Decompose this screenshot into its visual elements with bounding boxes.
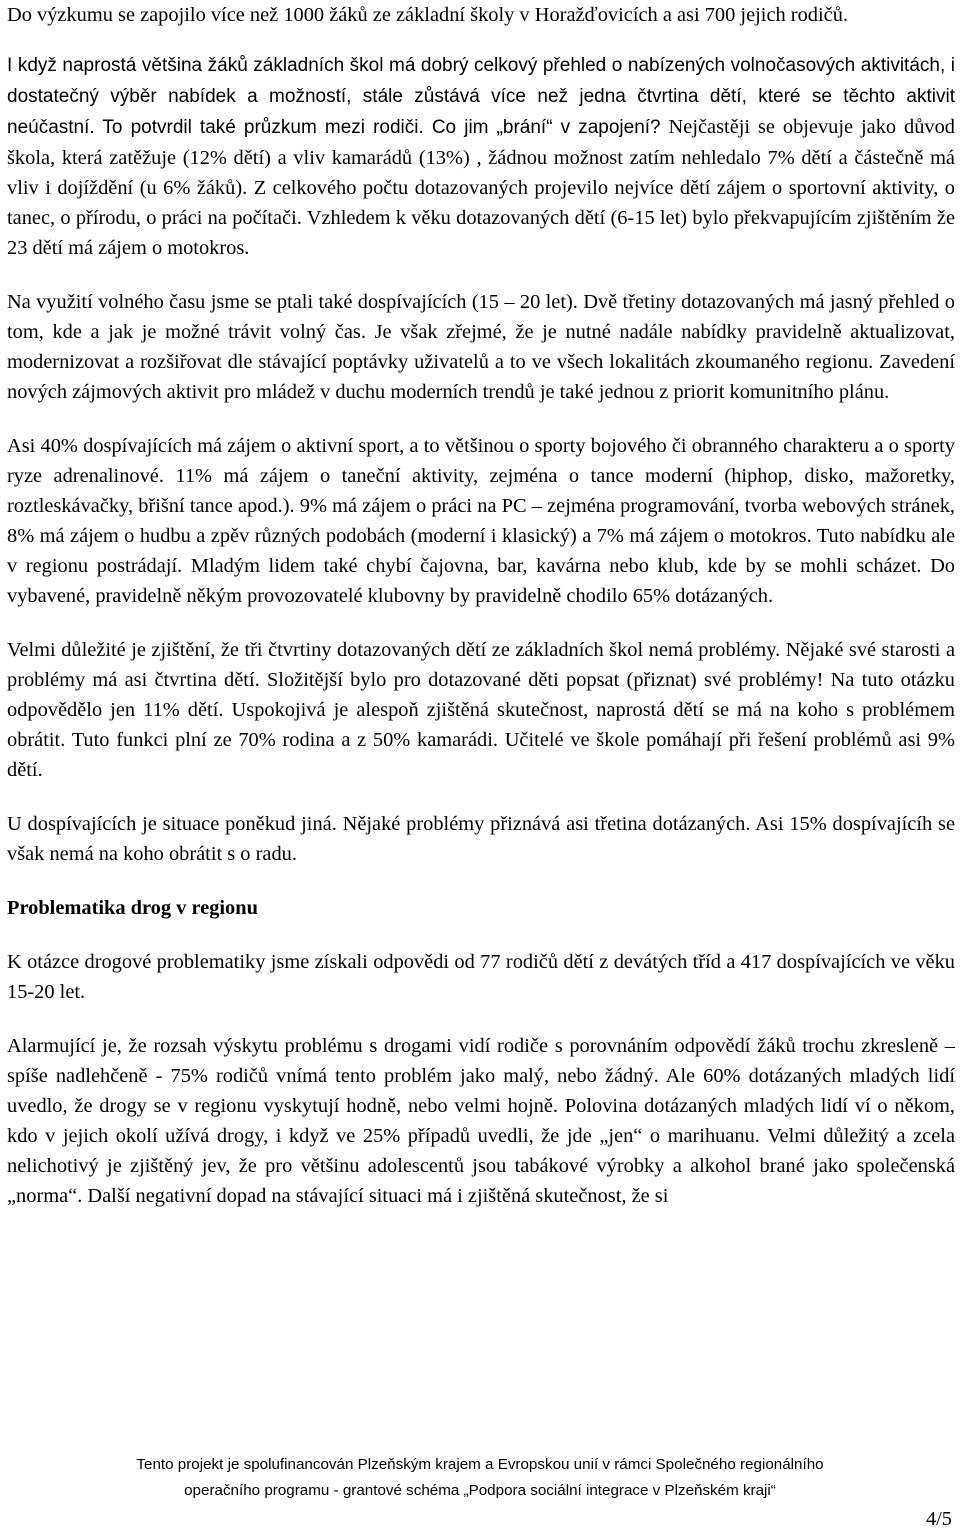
paragraph-children-problems: Velmi důležité je zjištění, že tři čtvrtiny dotazovaných dětí ze základních škol nemá problémy. Nějaké své starosti a problémy má asi čtvrtina dětí. Složitější bylo pro dotazované děti popsat (přiznat) své problémy! Na tuto otázku odpovědělo jen 11% dětí. Uspokojivá je alespoň zjištěná skutečnost, naprostá dětí se má na koho s problémem obrátit. Tuto funkci plní ze 70% rodina a z 50% kamarádi. Učitelé ve škole pomáhají při řešení problémů asi 9% dětí. [7,639,955,781]
paragraph-drug-findings: Alarmující je, že rozsah výskytu problému s drogami vidí rodiče s porovnáním odpovědí žáků trochu zkresleně – spíše nadlehčeně - 75% rodičů vnímá tento problém jako malý, nebo žádný. Ale 60% dotázaných mladých lidí uvedlo, že drogy se v regionu vyskytují hodně, nebo velmi hojně. Polovina dotázaných mladých lidí ví o někom, kdo v jejich okolí užívá drogy, i když ve 25% případů uvedli, že jde „jen“ o marihuanu. Velmi důležitý a zcela nelichotivý je zjištěný jev, že pro většinu adolescentů jsou tabákové výrobky a alkohol brané jako společenská „norma“. Další negativní dopad na stávající situaci má i zjištěná skutečnost, že si [7,1035,955,1207]
paragraph-gap [7,263,955,287]
page-footer [0,1452,960,1504]
paragraph-drug-survey: K otázce drogové problematiky jsme získali odpovědi od 77 rodičů dětí z devátých tříd a 417 dospívajících ve věku 15-20 let. [7,951,955,1003]
paragraph-gap [7,407,955,431]
paragraph-teen-problems: U dospívajících je situace poněkud jiná. Nějaké problémy přiznává asi třetina dotázaných. Asi 15% dospívajícíh se však nemá na koho obrátit s o radu. [7,813,955,865]
page-number: 4/5 [925,1508,952,1530]
paragraph-leisure-teens: Na využití volného času jsme se ptali také dospívajících (15 – 20 let). Dvě třetiny dotazovaných má jasný přehled o tom, kde a jak je možné trávit volný čas. Je však zřejmé, že je nutné nadále nabídky pravidelně aktualizovat, modernizovat a rozšiřovat dle stávající poptávky uživatelů a to ve všech lokalitách zkoumaného regionu. Zavedení nových zájmových aktivit pro mládež v duchu moderních trendů je také jednou z priorit komunitního plánu. [7,291,955,403]
paragraph-gap [7,869,955,893]
document-page [7,0,955,1211]
paragraph-intro: Do výzkumu se zapojilo více než 1000 žáků ze základní školy v Horažďovicích a asi 700 jejich rodičů. [7,4,848,26]
footer-line-2: operačního programu - grantové schéma „Podpora sociální integrace v Plzeňském kraji“ [184,1482,776,1499]
section-heading-drugs: Problematika drog v regionu [7,897,258,919]
paragraph-gap [7,611,955,635]
paragraph-segment-reasons: Nejčastěji se objevuje jako důvod škola, která zatěžuje (12% dětí) a vliv kamarádů (13%) , žádnou možnost zatím nehledalo 7% dětí a částečně má vliv i dojíždění (u 6% žáků). [7,116,955,199]
paragraph-teen-interests: Asi 40% dospívajících má zájem o aktivní sport, a to většinou o sporty bojového či obranného charakteru a o sporty ryze adrenalinové. 11% má zájem o taneční aktivity, zejména o tance moderní (hiphop, disko, mažoretky, roztleskávačky, břišní tance apod.). 9% má zájem o práci na PC – zejména programování, tvorba webových stránek, 8% má zájem o hudbu a zpěv různých podobách (moderní i klasický) a 7% má zájem o motokros. Tuto nabídku ale v regionu postrádají. Mladým lidem také chybí čajovna, bar, kavárna nebo klub, kde by se mohli scházet. Do vybavené, pravidelně někým provozovatelé klubovny by pravidelně chodilo 65% dotázaných. [7,435,955,607]
paragraph-gap [7,785,955,809]
paragraph-leisure-children [7,50,955,263]
paragraph-gap [7,1007,955,1031]
footer-line-1: Tento projekt je spolufinancován Plzeňským krajem a Evropskou unií v rámci Společného regionálního [136,1456,824,1473]
paragraph-segment-sans: I když naprostá většina žáků základních škol má dobrý celkový přehled o nabízených volnočasových aktivitách, i dostatečný výběr nabídek a možností, stále zůstává více než jedna čtvrtina dětí, které se těchto aktivit neúčastní. To potvrdil také průzkum mezi rodiči. Co jim „brání“ v zapojení? [7,55,955,138]
paragraph-gap [7,30,955,50]
paragraph-segment-interests: Z celkového počtu dotazovaných projevilo nejvíce dětí zájem o sportovní aktivity, o tanec, o přírodu, o práci na počítači. Vzhledem k věku dotazovaných dětí (6-15 let) bylo překvapujícím zjištěním že 23 dětí má zájem o motokros. [7,177,955,259]
paragraph-gap [7,923,955,947]
